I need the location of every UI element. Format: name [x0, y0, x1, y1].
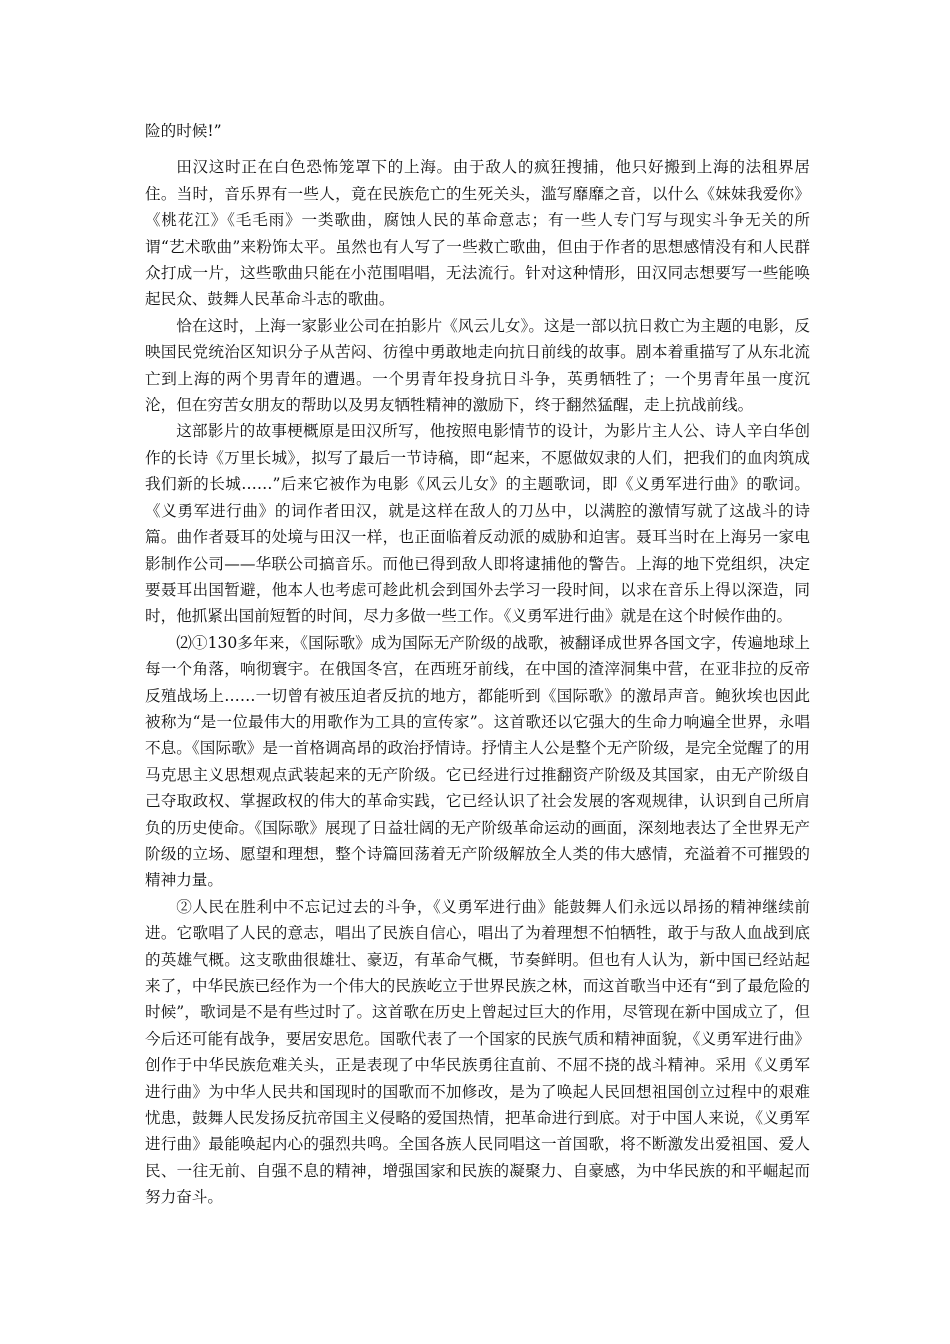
- paragraph-film-fengyun-ernv: 恰在这时，上海一家影业公司在拍影片《风云儿女》。这是一部以抗日救亡为主题的电影，反映国民党统治区知识分子从苦闷、彷徨中勇敢地走向抗日前线的故事。剧本着重描写了从东北流亡到上海的两个男青年的遭遇。一个男青年投身抗日斗争，英勇牺牲了；一个男青年虽一度沉沦，但在穷苦女朋友的帮助以及男友牺牲精神的激励下，终于翻然猛醒，走上抗战前线。: [145, 316, 810, 415]
- paragraph-continuation: 险的时候!”: [145, 122, 222, 140]
- paragraph-tian-han-shanghai: 田汉这时正在白色恐怖笼罩下的上海。由于敌人的疯狂搜捕，他只好搬到上海的法租界居住。当时，音乐界有一些人，竟在民族危亡的生死关头，滥写靡靡之音，以什么《妹妹我爱你》《桃花江》《毛毛雨》一类歌曲，腐蚀人民的革命意志；有一些人专门写与现实斗争无关的所谓“艺术歌曲”来粉饰太平。虽然也有人写了一些救亡歌曲，但由于作者的思想感情没有和人民群众打成一片，这些歌曲只能在小范围唱唱，无法流行。针对这种情形，田汉同志想要写一些能唤起民众、鼓舞人民革命斗志的歌曲。: [145, 158, 810, 309]
- paragraph-song-creation: 这部影片的故事梗概原是田汉所写，他按照电影情节的设计，为影片主人公、诗人辛白华创作的长诗《万里长城》，拟写了最后一节诗稿，即“起来，不愿做奴隶的人们，把我们的血肉筑成我们新的长城……”后来它被作为电影《风云儿女》的主题歌词，即《义勇军进行曲》的歌词。《义勇军进行曲》的词作者田汉，就是这样在敌人的刀丛中，以满腔的激情写就了这战斗的诗篇。曲作者聂耳的处境与田汉一样，也正面临着反动派的威胁和迫害。聂耳当时在上海另一家电影制作公司——华联公司搞音乐。而他已得到敌人即将逮捕他的警告。上海的地下党组织，决定要聂耳出国暂避，他本人也考虑可趁此机会到国外去学习一段时间，以求在音乐上得以深造，同时，他抓紧出国前短暂的时间，尽力多做一些工作。《义勇军进行曲》就是在这个时候作曲的。: [145, 422, 810, 626]
- paragraph-internationale: ⑵①130多年来，《国际歌》成为国际无产阶级的战歌，被翻译成世界各国文字，传遍地球上每一个角落，响彻寰宇。在俄国冬宫，在西班牙前线，在中国的渣滓洞集中营，在亚非拉的反帝反殖战场上……一切曾有被压迫者反抗的地方，都能听到《国际歌》的激昂声音。鲍狄埃也因此被称为“是一位最伟大的用歌作为工具的宣传家”。这首歌还以它强大的生命力响遍全世界，永唱不息。《国际歌》是一首格调高昂的政治抒情诗。抒情主人公是整个无产阶级，是完全觉醒了的用马克思主义思想观点武装起来的无产阶级。它已经进行过推翻资产阶级及其国家，由无产阶级自己夺取政权、掌握政权的伟大的革命实践，它已经认识了社会发展的客观规律，认识到自己所肩负的历史使命。《国际歌》展现了日益壮阔的无产阶级革命运动的画面，深刻地表达了全世界无产阶级的立场、愿望和理想，整个诗篇回荡着无产阶级解放全人类的伟大感情，充溢着不可摧毁的精神力量。: [145, 633, 810, 890]
- paragraph-national-anthem: ②人民在胜利中不忘记过去的斗争，《义勇军进行曲》能鼓舞人们永远以昂扬的精神继续前进。它歌唱了人民的意志，唱出了民族自信心，唱出了为着理想不怕牺牲，敢于与敌人血战到底的英雄气概。这支歌曲很雄壮、豪迈，有革命气概，节奏鲜明。但也有人认为，新中国已经站起来了，中华民族已经作为一个伟大的民族屹立于世界民族之林，而这首歌当中还有“到了最危险的时候”，歌词是不是有些过时了。这首歌在历史上曾起过巨大的作用，尽管现在新中国成立了，但今后还可能有战争，要居安思危。国歌代表了一个国家的民族气质和精神面貌，《义勇军进行曲》创作于中华民族危难关头，正是表现了中华民族勇往直前、不屈不挠的战斗精神。采用《义勇军进行曲》为中华人民共和国现时的国歌而不加修改，是为了唤起人民回想祖国创立过程中的艰难忧患，鼓舞人民发扬反抗帝国主义侵略的爱国热情，把革命进行到底。对于中国人来说，《义勇军进行曲》最能唤起内心的强烈共鸣。全国各族人民同唱这一首国歌，将不断激发出爱祖国、爱人民、一往无前、自强不息的精神，增强国家和民族的凝聚力、自豪感，为中华民族的和平崛起而努力奋斗。: [145, 897, 810, 1207]
- document-body: [145, 118, 810, 1211]
